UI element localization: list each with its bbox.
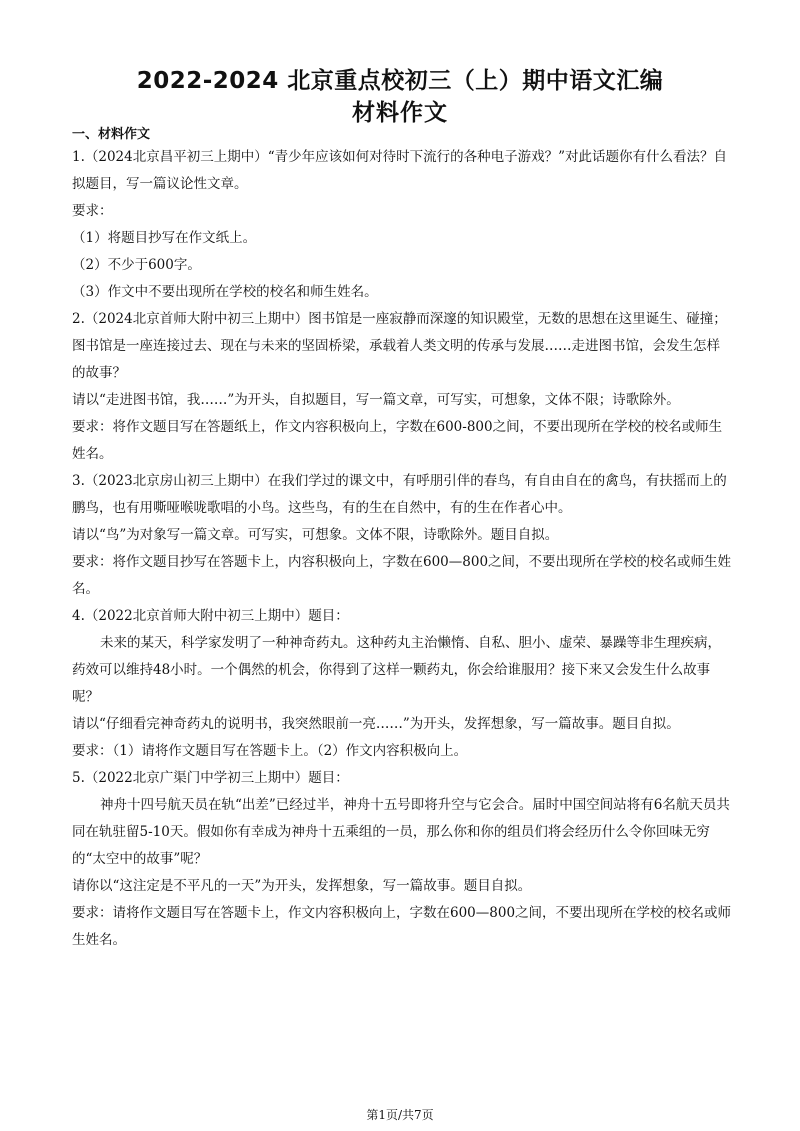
question-2-prompt: 2.（2024北京首师大附中初三上期中）图书馆是一座寂静而深邃的知识殿堂，无数的思想在这里诞生、碰撞；图书馆是一座连接过去、现在与未来的坚固桥梁，承载着人类文明的传承与发展……走进图书馆，会发生怎样的故事？ bbox=[72, 311, 727, 381]
question-4 bbox=[72, 603, 732, 765]
question-1-prompt: 1.（2024北京昌平初三上期中）“青少年应该如何对待时下流行的各种电子游戏？”对此话题你有什么看法？自拟题目，写一篇议论性文章。 bbox=[72, 149, 728, 192]
question-4-prompt: 4.（2022北京首师大附中初三上期中）题目： bbox=[72, 608, 349, 624]
document-subtitle: 材料作文 bbox=[352, 100, 448, 126]
question-1 bbox=[72, 144, 732, 306]
question-5 bbox=[72, 765, 732, 954]
question-4-requirement: 要求：（1）请将作文题目写在答题卡上。（2）作文内容积极向上。 bbox=[72, 743, 468, 759]
question-3 bbox=[72, 468, 732, 603]
page-footer: 第1页/共7页 bbox=[366, 1108, 434, 1122]
question-3-requirement: 要求：将作文题目抄写在答题卡上，内容积极向上，字数在600—800之间，不要出现所在学校的校名或师生姓名。 bbox=[72, 554, 732, 597]
document-body bbox=[72, 126, 732, 954]
question-3-instruction: 请以“鸟”为对象写一篇文章。可写实，可想象。文体不限，诗歌除外。题目自拟。 bbox=[72, 527, 559, 543]
question-1-requirement-3: （3）作文中不要出现所在学校的校名和师生姓名。 bbox=[72, 284, 378, 300]
document-title: 2022-2024 北京重点校初三（上）期中语文汇编 bbox=[136, 68, 664, 94]
question-5-passage: 神舟十四号航天员在轨“出差”已经过半，神舟十五号即将升空与它会合。届时中国空间站将有6名航天员共同在轨驻留5-10天。假如你有幸成为神舟十五乘组的一员，那么你和你的组员们将会经历什么令你回味无穷的“太空中的故事”呢？ bbox=[72, 797, 730, 867]
section-heading: 一、材料作文 bbox=[72, 127, 151, 142]
question-1-requirement-1: （1）将题目抄写在作文纸上。 bbox=[72, 230, 257, 246]
question-5-prompt: 5.（2022北京广渠门中学初三上期中）题目： bbox=[72, 770, 349, 786]
question-2-requirement: 要求：将作文题目写在答题纸上，作文内容积极向上，字数在600-800之间，不要出现所在学校的校名或师生姓名。 bbox=[72, 419, 723, 462]
question-1-requirement-label: 要求： bbox=[72, 203, 113, 219]
question-1-requirement-2: （2）不少于600字。 bbox=[72, 257, 201, 273]
question-2 bbox=[72, 306, 732, 468]
question-5-requirement: 要求：请将作文题目写在答题卡上，作文内容积极向上，字数在600—800之间，不要出现所在学校的校名或师生姓名。 bbox=[72, 905, 732, 948]
question-2-instruction: 请以“走进图书馆，我……”为开头，自拟题目，写一篇文章，可写实，可想象，文体不限；诗歌除外。 bbox=[72, 392, 680, 408]
question-3-prompt: 3.（2023北京房山初三上期中）在我们学过的课文中，有呼朋引伴的春鸟，有自由自在的禽鸟，有扶摇而上的鹏鸟，也有用嘶哑喉咙歌唱的小鸟。这些鸟，有的生在自然中，有的生在作者心中。 bbox=[72, 473, 727, 516]
question-4-instruction: 请以“仔细看完神奇药丸的说明书，我突然眼前一亮……”为开头，发挥想象，写一篇故事。题目自拟。 bbox=[72, 716, 680, 732]
question-5-instruction: 请你以“这注定是不平凡的一天”为开头，发挥想象，写一篇故事。题目自拟。 bbox=[72, 878, 532, 894]
question-4-passage: 未来的某天，科学家发明了一种神奇药丸。这种药丸主治懒惰、自私、胆小、虚荣、暴躁等非生理疾病，药效可以维持48小时。一个偶然的机会，你得到了这样一颗药丸，你会给谁服用？接下来又会发生什么故事呢？ bbox=[72, 635, 721, 705]
